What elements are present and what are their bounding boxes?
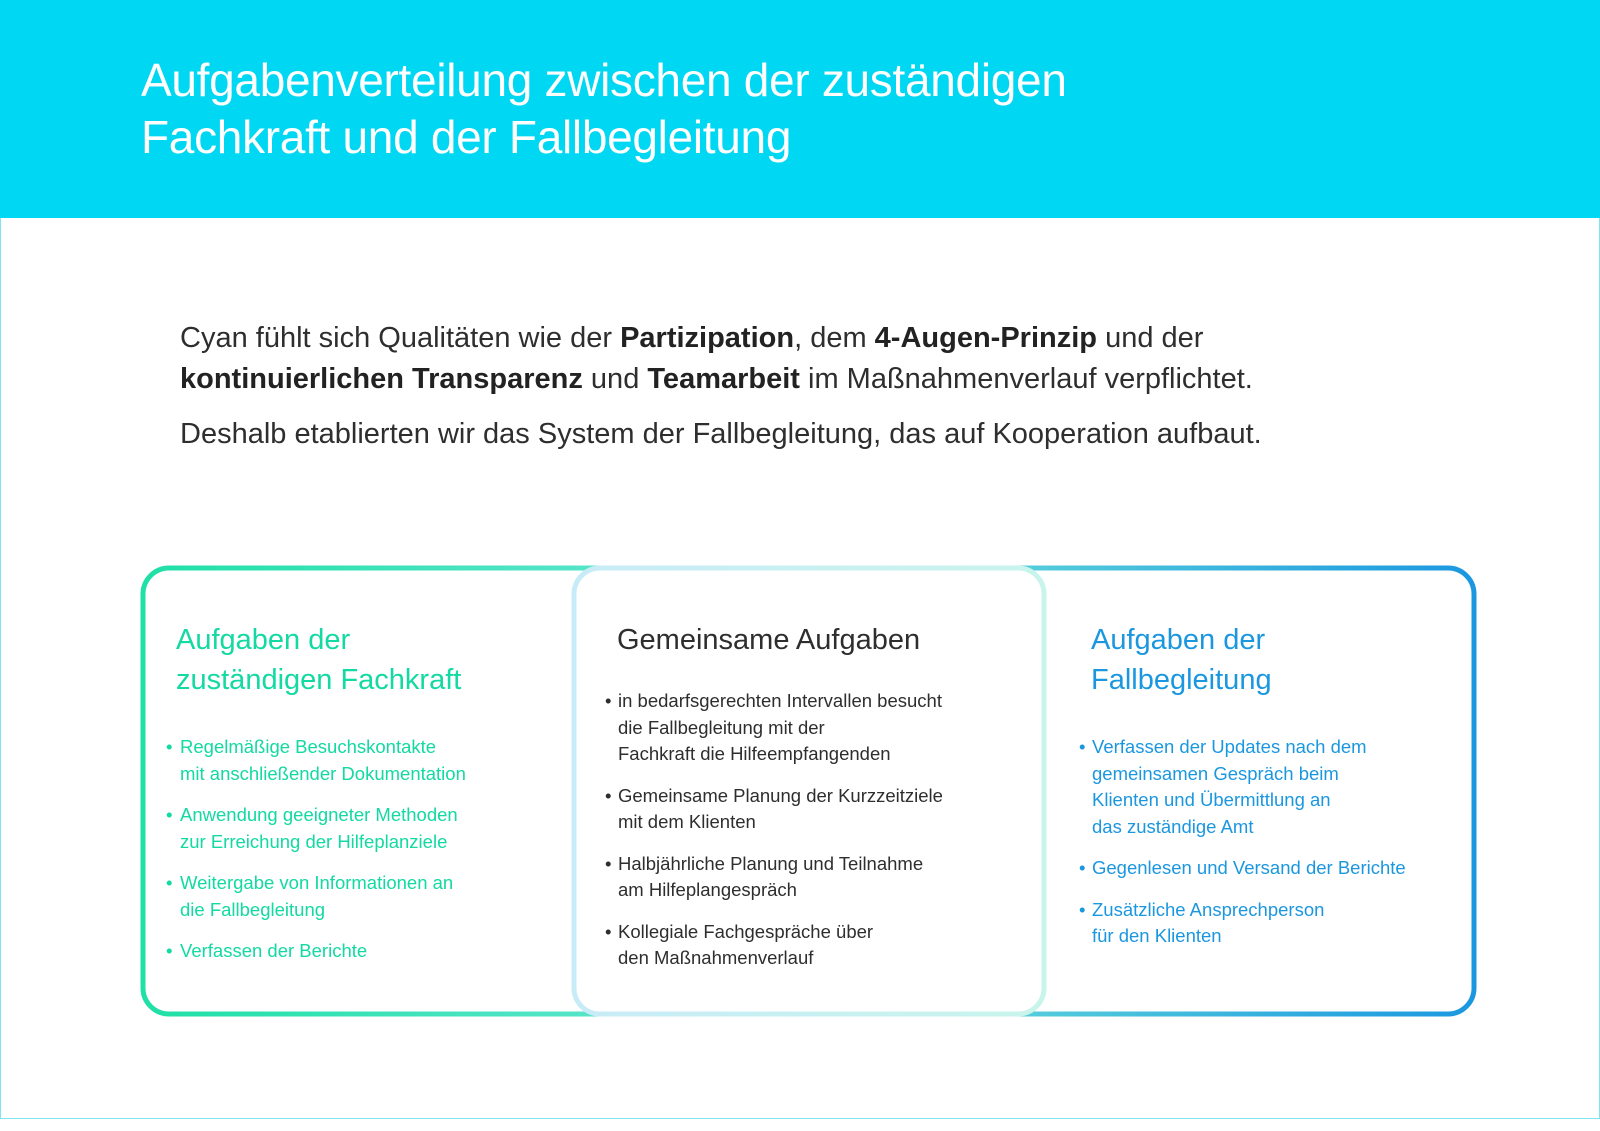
intro-paragraph-2: Deshalb etablierten wir das System der Fallbegleitung, das auf Kooperation aufbaut. — [180, 418, 1262, 450]
column-fallbegleitung-list — [1079, 734, 1471, 950]
list-item: • Zusätzliche Ansprechperson für den Klienten — [1079, 897, 1471, 950]
list-item: • Weitergabe von Informationen an die Fallbegleitung — [166, 870, 556, 923]
list-item: • Verfassen der Berichte — [166, 938, 556, 965]
list-item: • Regelmäßige Besuchskontakte mit anschließender Dokumentation — [166, 734, 556, 787]
intro-paragraph-1: Cyan fühlt sich Qualitäten wie der Partizipation, dem 4-Augen-Prinzip und der kontinuierlichen Transparenz und Teamarbeit im Maßnahmenverlauf verpflichtet. — [180, 322, 1253, 395]
column-gemeinsam-list — [605, 688, 997, 972]
list-item: • Verfassen der Updates nach dem gemeinsamen Gespräch beim Klienten und Übermittlung an das zuständige Amt — [1079, 734, 1471, 840]
list-item: • Gegenlesen und Versand der Berichte — [1079, 855, 1471, 882]
list-item: • Halbjährliche Planung und Teilnahme am Hilfeplangespräch — [605, 851, 997, 904]
list-item: • Gemeinsame Planung der Kurzzeitziele mit dem Klienten — [605, 783, 997, 836]
column-fachkraft — [176, 620, 556, 980]
page-title: Aufgabenverteilung zwischen der zuständigen Fachkraft und der Fallbegleitung — [141, 54, 1067, 163]
column-fachkraft-list — [176, 734, 556, 965]
list-item: • Kollegiale Fachgespräche über den Maßnahmenverlauf — [605, 919, 997, 972]
column-gemeinsam-title: Gemeinsame Aufgaben — [617, 624, 921, 656]
column-fallbegleitung-title: Aufgaben der Fallbegleitung — [1091, 624, 1272, 696]
column-fallbegleitung — [1091, 620, 1471, 965]
column-fachkraft-title: Aufgaben der zuständigen Fachkraft — [176, 624, 462, 696]
column-gemeinsam — [617, 620, 997, 987]
list-item: • Anwendung geeigneter Methoden zur Erreichung der Hilfeplanziele — [166, 802, 556, 855]
list-item: • in bedarfsgerechten Intervallen besucht die Fallbegleitung mit der Fachkraft die Hilfeempfangenden — [605, 688, 997, 768]
